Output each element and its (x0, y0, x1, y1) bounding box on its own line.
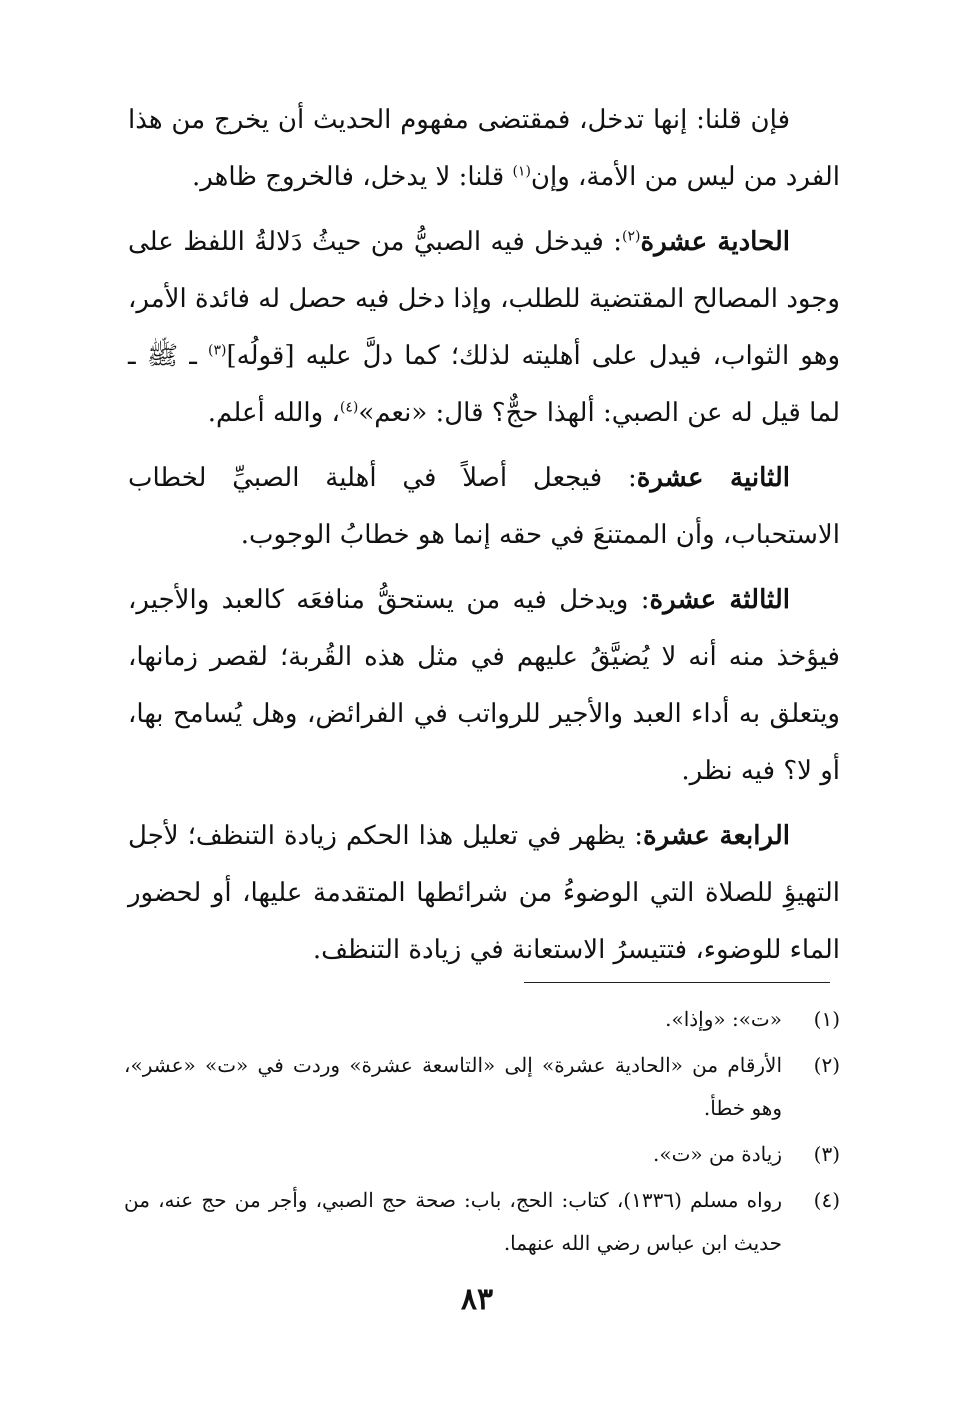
paragraph-intro (128, 92, 840, 206)
paragraph-label: الحادية عشرة (640, 227, 791, 257)
footnote-ref: (٤) (339, 399, 359, 416)
footnote-item (124, 998, 840, 1041)
footnote-text: زيادة من «ت». (652, 1142, 782, 1166)
footnote-ref: (١) (512, 163, 531, 180)
main-text (128, 92, 840, 987)
footnote-text: «ت»: «وإذا». (665, 1007, 782, 1031)
footnote-divider (524, 982, 830, 983)
paragraph-text: ـ ﷺ ـ لما قيل له عن الصبي: ألهذا حجٌّ؟ قال: «نعم» (128, 341, 840, 428)
footnote-number: (١) (813, 1007, 840, 1031)
paragraph-twelfth (128, 450, 840, 564)
paragraph-label: الرابعة عشرة (643, 821, 790, 851)
paragraph-eleventh (128, 214, 840, 442)
footnote-number: (٢) (813, 1053, 840, 1077)
footnote-ref: (٢) (622, 228, 641, 245)
footnote-item (124, 1133, 840, 1176)
paragraph-text: : يظهر في تعليل هذا الحكم زيادة التنظف؛ لأجل التهيؤِ للصلاة التي الوضوءُ من شرائطها المتقدمة عليها، أو لحضور الماء للوضوء، فتتيسرُ الاستعانة في زيادة التنظف. (128, 821, 840, 965)
paragraph-text: : ويدخل فيه من يستحقُّ منافعَه كالعبد والأجير، فيؤخذ منه أنه لا يُضيَّقُ عليهم في مثل هذه القُربة؛ لقصر زمانها، ويتعلق به أداء العبد والأجير للرواتب في الفرائض، وهل يُسامح بها، أو لا؟ فيه نظر. (128, 585, 840, 786)
paragraph-text: : فيجعل أصلاً في أهلية الصبيِّ لخطاب الاستحباب، وأن الممتنعَ في حقه إنما هو خطابُ الوجوب. (128, 463, 840, 550)
footnote-text: الأرقام من «الحادية عشرة» إلى «التاسعة عشرة» وردت في «ت» «عشر»، وهو خطأ. (124, 1053, 782, 1120)
footnote-item (124, 1044, 840, 1130)
paragraph-thirteenth (128, 572, 840, 800)
paragraph-fourteenth (128, 808, 840, 979)
paragraph-text: ، والله أعلم. (207, 398, 340, 428)
footnotes (124, 998, 840, 1268)
page-number: ٨٣ (460, 1282, 494, 1317)
paragraph-text: فإن قلنا: إنها تدخل، فمقتضى مفهوم الحديث أن يخرج من هذا الفرد من ليس من الأمة، وإن (128, 105, 840, 192)
footnote-number: (٣) (813, 1142, 840, 1166)
paragraph-text: : فيدخل فيه الصبيُّ من حيثُ دَلالةُ اللفظ على وجود المصالح المقتضية للطلب، وإذا دخل فيه حصل له فائدة الأمر، وهو الثواب، فيدل على أهليته لذلك؛ كما دلَّ عليه [قولُه] (128, 227, 841, 371)
footnote-ref: (٣) (208, 342, 227, 359)
footnote-number: (٤) (813, 1188, 840, 1212)
footnote-item (124, 1179, 840, 1265)
paragraph-text: قلنا: لا يدخل، فالخروج ظاهر. (192, 162, 513, 192)
paragraph-label: الثانية عشرة (636, 463, 790, 493)
footnote-text: رواه مسلم (١٣٣٦)، كتاب: الحج، باب: صحة حج الصبي، وأجر من حج عنه، من حديث ابن عباس رضي الله عنهما. (124, 1188, 782, 1255)
paragraph-label: الثالثة عشرة (649, 585, 790, 615)
